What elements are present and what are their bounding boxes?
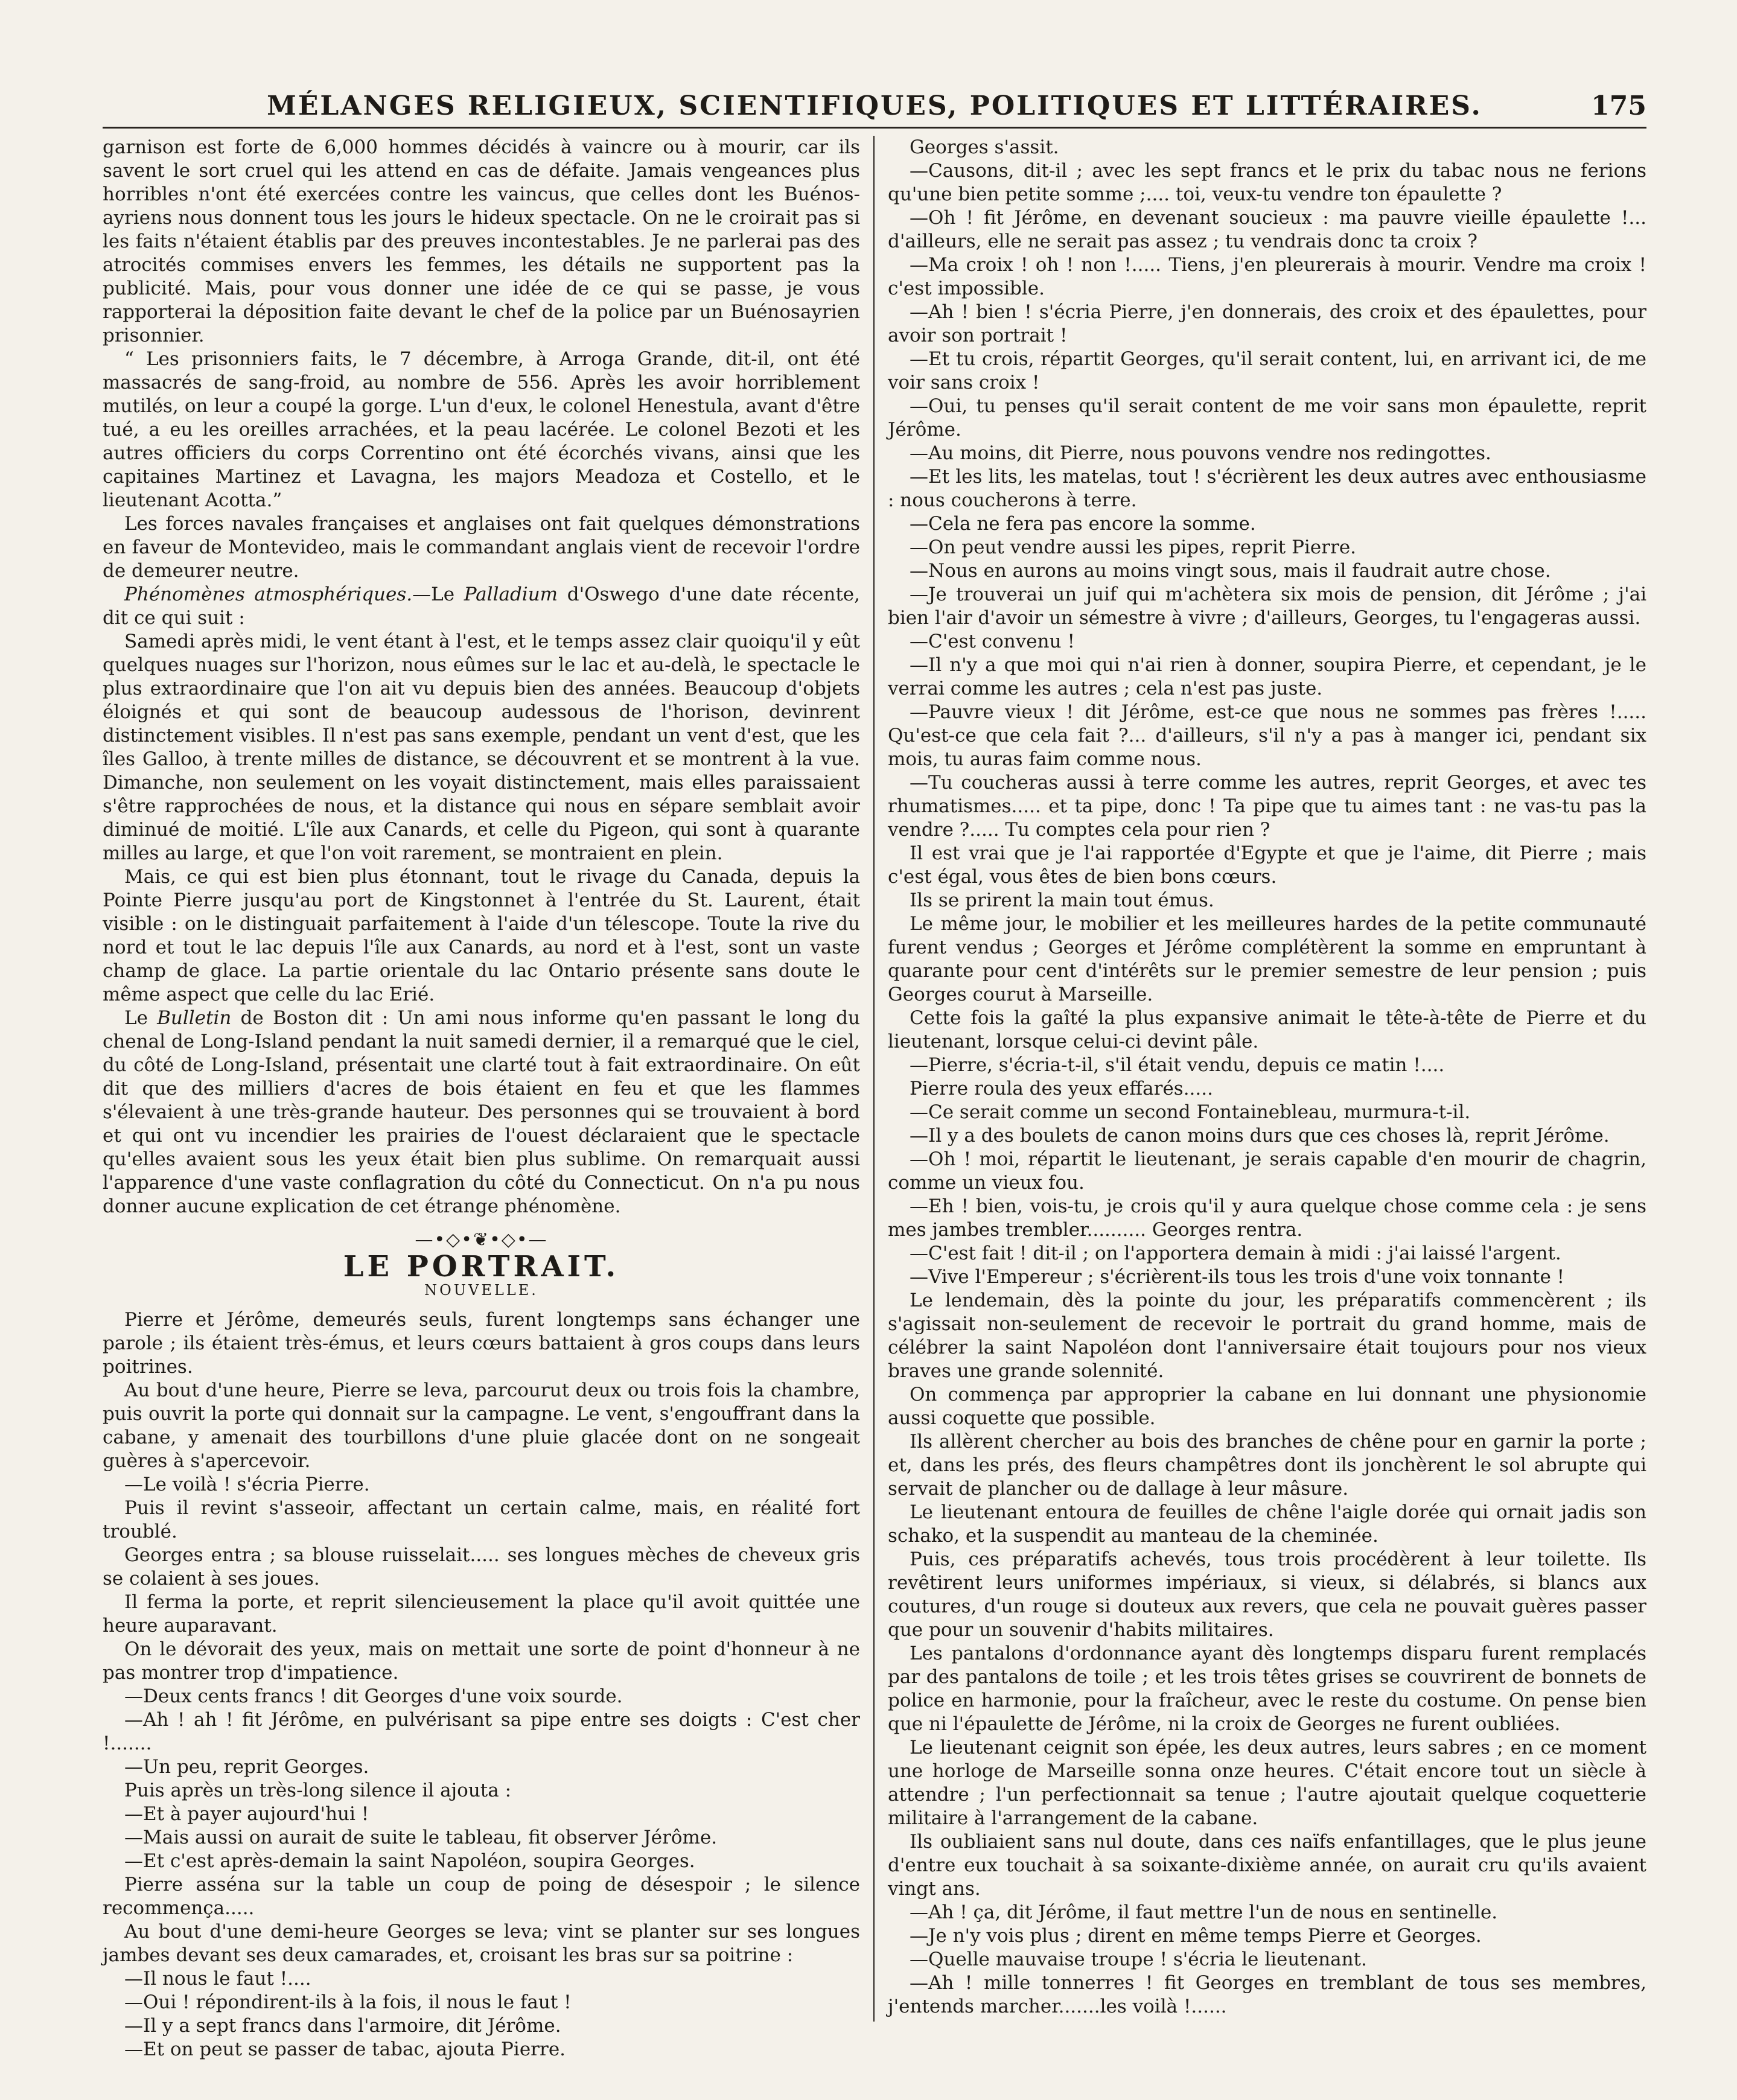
paragraph: Samedi après midi, le vent étant à l'est, et le temps assez clair quoiqu'il y eût quelques nuages sur l'horizon, nous eûmes sur le lac et au-delà, le spectacle le plus extraordinaire que l'on ait vu depuis bien des années. Beaucoup d'objets éloignés et qui sont de beaucoup audessous de l'horison, devinrent distinctement visibles. Il n'est pas sans exemple, pendant un vent d'est, que les îles Galloo, à trente milles de distance, se découvrent et se montrent à la vue. Dimanche, non seulement on les voyait distinctement, mais elles paraissaient s'être rapprochées de nous, et la distance qui nous en sépare semblait avoir diminué de moitié. L'île aux Canards, et celle du Pigeon, qui sont à quarante milles au large, et que l'on voit rarement, se montraient en plein.: [103, 631, 860, 864]
story-paragraph: —Nous en aurons au moins vingt sous, mais il faudrait autre chose.: [910, 560, 1551, 582]
story-paragraph: —Oui, tu penses qu'il serait content de me voir sans mon épaulette, reprit Jérôme.: [888, 395, 1646, 441]
story-paragraph: —Et les lits, les matelas, tout ! s'écrièrent les deux autres avec enthousiasme : nous coucherons à terre.: [888, 466, 1646, 511]
story-paragraph: Ils se prirent la main tout émus.: [910, 889, 1214, 911]
story-paragraph: —Il n'y a que moi qui n'ai rien à donner, soupira Pierre, et cependant, je le verrai comme les autres ; cela n'est pas juste.: [888, 654, 1646, 699]
story-paragraph: —Tu coucheras aussi à terre comme les autres, reprit Georges, et avec tes rhumatismes..... et ta pipe, donc ! Ta pipe que tu aimes tant : ne vas-tu pas la vendre ?..... Tu comptes cela pour rien ?: [888, 772, 1646, 841]
story-paragraph: —Il y a sept francs dans l'armoire, dit Jérôme.: [124, 2015, 561, 2037]
story-paragraph: —Ah ! bien ! s'écria Pierre, j'en donnerais, des croix et des épaulettes, pour avoir son portrait !: [888, 301, 1646, 346]
story-paragraph: —C'est convenu !: [910, 631, 1075, 652]
paragraph: Les forces navales françaises et anglaises ont fait quelques démonstrations en faveur de Montevideo, mais le commandant anglais vient de recevoir l'ordre de demeurer neutre.: [103, 513, 860, 582]
story-paragraph: —Eh ! bien, vois-tu, je crois qu'il y aura quelque chose comme cela : je sens mes jambes trembler.......... Georges rentra.: [888, 1195, 1646, 1241]
story-paragraph: —Oui ! répondirent-ils à la fois, il nous le faut !: [124, 1991, 572, 2013]
story-paragraph: Cette fois la gaîté la plus expansive animait le tête-à-tête de Pierre et du lieutenant, lorsque celui-ci devint pâle.: [888, 1007, 1646, 1052]
story-paragraph: Puis, ces préparatifs achevés, tous trois procédèrent à leur toilette. Ils revêtirent leurs uniformes impériaux, si vieux, si délabrés, si blancs aux coutures, d'un rouge si douteux aux revers, que cela ne pouvait guères passer que pour un souvenir d'habits militaires.: [888, 1548, 1646, 1641]
story-paragraph: Georges entra ; sa blouse ruisselait..... ses longues mèches de cheveux gris se colaient à ses joues.: [103, 1544, 860, 1589]
story-paragraph: —Ah ! ah ! fit Jérôme, en pulvérisant sa pipe entre ses doigts : C'est cher !.......: [103, 1709, 860, 1754]
story-paragraph: —Il nous le faut !....: [124, 1968, 311, 1990]
newspaper-name: Bulletin: [157, 1007, 232, 1029]
text-span: Le: [124, 1007, 158, 1029]
story-paragraph: Pierre et Jérôme, demeurés seuls, furent longtemps sans échanger une parole ; ils étaient très-émus, et leurs cœurs battaient à gros coups dans leurs poitrines.: [103, 1309, 860, 1378]
running-header: [103, 91, 1646, 129]
story-paragraph: —C'est fait ! dit-il ; on l'apportera demain à midi : j'ai laissé l'argent.: [910, 1242, 1561, 1264]
story-paragraph: —Et c'est après-demain la saint Napoléon, soupira Georges.: [124, 1850, 695, 1872]
newspaper-name: Palladium: [464, 584, 558, 605]
story-paragraph: Au bout d'une demi-heure Georges se leva; vint se planter sur ses longues jambes devant ses deux camarades, et, croisant les bras sur sa poitrine :: [103, 1921, 860, 1966]
page-number: 175: [1591, 91, 1646, 121]
story-paragraph: Ils allèrent chercher au bois des branches de chêne pour en garnir la porte ; et, dans les prés, des fleurs champêtres dont ils jonchèrent le sol abrupte qui servait de plancher ou de dallage à leur mâsure.: [888, 1431, 1646, 1500]
story-paragraph: —Deux cents francs ! dit Georges d'une voix sourde.: [124, 1685, 623, 1707]
story-paragraph: —Le voilà ! s'écria Pierre.: [124, 1474, 370, 1495]
section-lead: Phénomènes atmosphériques.: [124, 584, 413, 605]
story-paragraph: —Un peu, reprit Georges.: [124, 1756, 369, 1778]
story-paragraph: Le lendemain, dès la pointe du jour, les préparatifs commencèrent ; ils s'agissait non-seulement de recevoir le portrait du grand homme, mais de célébrer la saint Napoléon dont l'anniversaire était toujours pour nos vieux braves une grande solennité.: [888, 1290, 1646, 1382]
phenomenes-paragraph: [103, 583, 860, 630]
text-span: d'Oswego d'une date récente, dit ce qui suit :: [103, 584, 860, 629]
story-title: LE PORTRAIT.: [343, 1250, 620, 1284]
story-paragraph: —Causons, dit-il ; avec les sept francs et le prix du tabac nous ne ferions qu'une bien petite somme ;.... toi, veux-tu vendre ton épaulette ?: [888, 160, 1646, 205]
bulletin-paragraph: [103, 1007, 860, 1218]
story-paragraph: —Mais aussi on aurait de suite le tableau, fit observer Jérôme.: [124, 1827, 718, 1848]
paragraph: “ Les prisonniers faits, le 7 décembre, à Arroga Grande, dit-il, ont été massacrés de sang-froid, au nombre de 556. Après les avoir horriblement mutilés, on leur a coupé la gorge. L'un d'eux, le colonel Henestula, avant d'être tué, a eu les oreilles arrachées, et la peau lacérée. Le colonel Bezoti et les autres officiers du corps Correntino ont été écorchés vivans, ainsi que les capitaines Martinez et Lavagna, les majors Meadoza et Costello, et le lieutenant Acotta.”: [103, 348, 860, 511]
story-paragraph: Pierre roula des yeux effarés.....: [910, 1078, 1213, 1099]
paragraph: garnison est forte de 6,000 hommes décidés à vaincre ou à mourir, car ils savent le sort cruel qui les attend en cas de défaite. Jamais vengeances plus horribles n'ont été exercées contre les vaincus, que celles dont les Buénos-ayriens nous donnent tous les jours le hideux spectacle. On ne le croirait pas si les faits n'étaient établis par des preuves incontestables. Je ne parlerai pas des atrocités commises envers les femmes, les détails ne supportent pas la publicité. Mais, pour vous donner une idée de ce qui se passe, je vous rapporterai la déposition faite devant le chef de la police par un Buénosayrien prisonnier.: [103, 136, 860, 346]
story-paragraph: —Oh ! fit Jérôme, en devenant soucieux : ma pauvre vieille épaulette !... d'ailleurs, elle ne serait pas assez ; tu vendrais donc ta croix ?: [888, 207, 1646, 252]
story-paragraph: Le lieutenant ceignit son épée, les deux autres, leurs sabres ; en ce moment une horloge de Marseille sonna onze heures. C'était encore tout un siècle à attendre ; l'un perfectionnait sa tenue ; l'autre ajoutait quelque coquetterie militaire à l'arrangement de la cabane.: [888, 1737, 1646, 1829]
story-paragraph: On le dévorait des yeux, mais on mettait une sorte de point d'honneur à ne pas montrer trop d'impatience.: [103, 1638, 860, 1684]
story-paragraph: Pierre asséna sur la table un coup de poing de désespoir ; le silence recommença.....: [103, 1874, 860, 1919]
left-column: [103, 136, 875, 2060]
story-paragraph: Le même jour, le mobilier et les meilleures hardes de la petite communauté furent vendus ; Georges et Jérôme complétèrent la somme en empruntant à quarante pour cent d'intérêts sur le premier semestre de leur pension ; puis Georges courut à Marseille.: [888, 913, 1646, 1005]
story-paragraph: —Et tu crois, répartit Georges, qu'il serait content, lui, en arrivant ici, de me voir sans croix !: [888, 348, 1646, 393]
text-span: —Le: [412, 584, 464, 605]
story-paragraph: Georges s'assit.: [910, 136, 1059, 158]
story-paragraph: Puis après un très-long silence il ajouta :: [124, 1780, 512, 1801]
right-column: [875, 136, 1646, 2022]
two-column-body: [103, 136, 1646, 2060]
story-paragraph: —Il y a des boulets de canon moins durs que ces choses là, reprit Jérôme.: [910, 1125, 1610, 1147]
story-paragraph: —Ah ! mille tonnerres ! fit Georges en tremblant de tous ses membres, j'entends marcher.......les voilà !......: [888, 1972, 1646, 2017]
section-ornament: —•◇•❦•◇•—: [415, 1229, 548, 1250]
story-subtitle: NOUVELLE.: [424, 1282, 538, 1299]
story-paragraph: —Vive l'Empereur ; s'écrièrent-ils tous les trois d'une voix tonnante !: [910, 1266, 1565, 1288]
story-paragraph: —Je trouverai un juif qui m'achètera six mois de pension, dit Jérôme ; j'ai bien l'air d'avoir un sémestre à vivre ; d'ailleurs, Georges, tu l'engageras aussi.: [888, 584, 1646, 629]
story-paragraph: —Cela ne fera pas encore la somme.: [910, 513, 1256, 535]
story-paragraph: On commença par approprier la cabane en lui donnant une physionomie aussi coquette que possible.: [888, 1384, 1646, 1429]
story-paragraph: —Et on peut se passer de tabac, ajouta Pierre.: [124, 2038, 566, 2060]
paragraph: Mais, ce qui est bien plus étonnant, tout le rivage du Canada, depuis la Pointe Pierre jusqu'au port de Kingstonnet à l'entrée du St. Laurent, était visible : on le distinguait parfaitement à l'aide d'un télescope. Toute la rive du nord et tout le lac depuis l'île aux Canards, au nord et à l'est, sont un vaste champ de glace. La partie orientale du lac Ontario présente sans doute le même aspect que celle du lac Erié.: [103, 866, 860, 1005]
story-paragraph: —On peut vendre aussi les pipes, reprit Pierre.: [910, 536, 1357, 558]
story-paragraph: —Ah ! ça, dit Jérôme, il faut mettre l'un de nous en sentinelle.: [910, 1901, 1498, 1923]
story-paragraph: —Quelle mauvaise troupe ! s'écria le lieutenant.: [910, 1949, 1367, 1970]
story-paragraph: —Pauvre vieux ! dit Jérôme, est-ce que nous ne sommes pas frères !..... Qu'est-ce que cela fait ?... d'ailleurs, s'il n'y a pas à manger ici, pendant six mois, tu auras faim comme nous.: [888, 701, 1646, 770]
text-span: de Boston dit : Un ami nous informe qu'en passant le long du chenal de Long-Island pendant la nuit samedi dernier, il a remarqué que le ciel, du côté de Long-Island, présentait une clarté tout à fait extraordinaire. On eût dit que des milliers d'acres de bois étaient en feu et que les flammes s'élevaient à une très-grande hauteur. Des personnes qui se trouvaient à bord et qui ont vu incendier les prairies de l'ouest déclaraient que le spectacle qu'elles avaient sous les yeux était bien plus sublime. On remarquait aussi l'apparence d'une vaste conflagration du côté du Connecticut. On n'a pu nous donner aucune explication de cet étrange phénomène.: [103, 1007, 860, 1217]
story-paragraph: —Ce serait comme un second Fontainebleau, murmura-t-il.: [910, 1101, 1471, 1123]
journal-title: MÉLANGES RELIGIEUX, SCIENTIFIQUES, POLITIQUES ET LITTÉRAIRES.: [267, 91, 1482, 121]
story-paragraph: —Au moins, dit Pierre, nous pouvons vendre nos redingottes.: [910, 442, 1491, 464]
story-paragraph: Puis il revint s'asseoir, affectant un certain calme, mais, en réalité fort troublé.: [103, 1497, 860, 1542]
story-paragraph: —Oh ! moi, répartit le lieutenant, je serais capable d'en mourir de chagrin, comme un vieux fou.: [888, 1148, 1646, 1194]
story-paragraph: —Ma croix ! oh ! non !..... Tiens, j'en pleurerais à mourir. Vendre ma croix ! c'est impossible.: [888, 254, 1646, 299]
story-paragraph: Il ferma la porte, et reprit silencieusement la place qu'il avoit quittée une heure auparavant.: [103, 1591, 860, 1637]
story-paragraph: Ils oubliaient sans nul doute, dans ces naïfs enfantillages, que le plus jeune d'entre eux touchait à sa soixante-dixième année, on aurait cru qu'ils avaient vingt ans.: [888, 1831, 1646, 1900]
story-paragraph: Les pantalons d'ordonnance ayant dès longtemps disparu furent remplacés par des pantalons de toile ; et les trois têtes grises se couvrirent de bonnets de police en harmonie, pour la fraîcheur, avec le reste du costume. On pense bien que ni l'épaulette de Jérôme, ni la croix de Georges ne furent oubliées.: [888, 1643, 1646, 1735]
story-paragraph: Le lieutenant entoura de feuilles de chêne l'aigle dorée qui ornait jadis son schako, et la suspendit au manteau de la cheminée.: [888, 1501, 1646, 1547]
story-paragraph: —Je n'y vois plus ; dirent en même temps Pierre et Georges.: [910, 1925, 1482, 1947]
story-paragraph: Il est vrai que je l'ai rapportée d'Egypte et que je l'aime, dit Pierre ; mais c'est égal, vous êtes de bien bons cœurs.: [888, 842, 1646, 888]
story-paragraph: —Pierre, s'écria-t-il, s'il était vendu, depuis ce matin !....: [910, 1054, 1445, 1076]
story-paragraph: —Et à payer aujourd'hui !: [124, 1803, 369, 1825]
story-paragraph: Au bout d'une heure, Pierre se leva, parcourut deux ou trois fois la chambre, puis ouvrit la porte qui donnait sur la campagne. Le vent, s'engouffrant dans la cabane, y amenait des tourbillons d'une pluie glacée dont on ne songeait guères à s'apercevoir.: [103, 1379, 860, 1472]
